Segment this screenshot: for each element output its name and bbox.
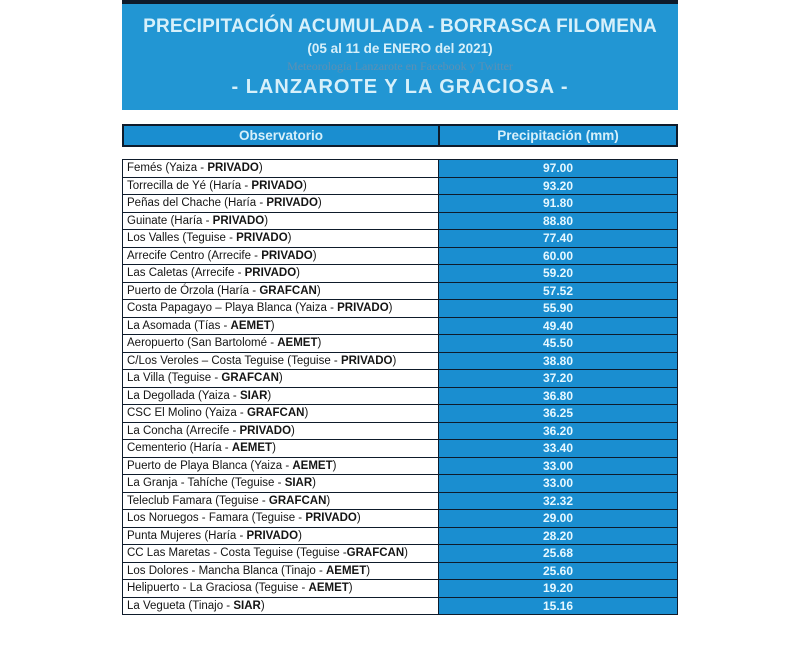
station-cell <box>123 422 439 440</box>
station-network: AEMET <box>292 459 333 472</box>
table-row <box>123 475 678 493</box>
table-row <box>123 580 678 598</box>
station-suffix: ) <box>302 179 307 192</box>
station-network: GRAFCAN <box>259 284 317 297</box>
station-cell <box>123 370 439 388</box>
station-prefix: Torrecilla de Yé (Haría - <box>127 179 252 192</box>
station-suffix: ) <box>304 407 309 420</box>
station-suffix: ) <box>326 494 331 507</box>
station-network: PRIVADO <box>212 214 265 227</box>
precipitation-value: 36.80 <box>439 387 678 405</box>
station-suffix: ) <box>317 337 322 350</box>
station-suffix: ) <box>298 529 302 542</box>
station-cell <box>123 580 439 598</box>
station-cell <box>123 405 439 423</box>
station-cell <box>123 317 439 335</box>
table-row <box>123 527 678 545</box>
table-row <box>123 370 678 388</box>
precipitation-value: 25.68 <box>439 545 678 563</box>
precipitation-value: 33.40 <box>439 440 678 458</box>
station-network: SIAR <box>284 477 313 490</box>
table-row <box>123 317 678 335</box>
station-prefix: La Vegueta (Tinajo - <box>127 599 234 612</box>
table-row <box>123 195 678 213</box>
table-row <box>123 440 678 458</box>
station-cell <box>123 527 439 545</box>
table-row <box>123 265 678 283</box>
date-range: (05 al 11 de ENERO del 2021) <box>307 41 493 56</box>
station-prefix: CSC El Molino (Yaiza - <box>127 407 247 420</box>
precipitation-value: 15.16 <box>439 597 678 615</box>
station-network: GRAFCAN <box>221 372 279 385</box>
table-row <box>123 492 678 510</box>
station-cell <box>123 352 439 370</box>
station-suffix: ) <box>348 582 353 595</box>
station-prefix: Teleclub Famara (Teguise - <box>127 494 269 507</box>
station-suffix: ) <box>316 284 321 297</box>
station-cell <box>123 457 439 475</box>
station-suffix: ) <box>312 477 317 490</box>
station-network: PRIVADO <box>236 232 288 245</box>
table-row <box>123 597 678 615</box>
station-suffix: ) <box>287 232 292 245</box>
station-cell <box>123 247 439 265</box>
table-row <box>123 562 678 580</box>
station-suffix: ) <box>258 162 263 175</box>
station-prefix: Helipuerto - La Graciosa (Teguise - <box>127 582 309 595</box>
station-suffix: ) <box>267 389 272 402</box>
precipitation-value: 28.20 <box>439 527 678 545</box>
station-network: PRIVADO <box>305 512 357 525</box>
table-row <box>123 247 678 265</box>
station-cell <box>123 300 439 318</box>
table-row <box>123 457 678 475</box>
precipitation-value: 60.00 <box>439 247 678 265</box>
station-network: SIAR <box>233 599 261 612</box>
station-network: AEMET <box>308 582 349 595</box>
station-suffix: ) <box>317 197 322 210</box>
station-suffix: ) <box>278 372 283 385</box>
title-banner <box>122 0 678 110</box>
precipitation-value: 36.20 <box>439 422 678 440</box>
precipitation-value: 59.20 <box>439 265 678 283</box>
station-network: GRAFCAN <box>346 547 405 560</box>
station-suffix: ) <box>272 442 276 455</box>
station-prefix: Guinate (Haría - <box>127 214 213 227</box>
station-suffix: ) <box>392 354 397 367</box>
precipitation-value: 45.50 <box>439 335 678 353</box>
station-prefix: La Villa (Teguise - <box>127 372 222 385</box>
table-row <box>123 335 678 353</box>
station-suffix: ) <box>291 424 295 437</box>
station-prefix: Puerto de Órzola (Haría - <box>127 284 260 297</box>
table-row <box>123 422 678 440</box>
station-cell <box>123 387 439 405</box>
station-cell <box>123 212 439 230</box>
station-cell <box>123 597 439 615</box>
station-prefix: Punta Mujeres (Haría - <box>127 529 247 542</box>
precipitation-value: 77.40 <box>439 230 678 248</box>
station-cell <box>123 282 439 300</box>
station-suffix: ) <box>356 512 361 525</box>
station-prefix: La Granja - Tahíche (Teguise - <box>127 477 285 490</box>
column-header-precipitacion: Precipitación (mm) <box>497 128 619 143</box>
station-cell <box>123 177 439 195</box>
station-cell <box>123 335 439 353</box>
station-network: PRIVADO <box>340 354 393 367</box>
station-prefix: Cementerio (Haría - <box>127 442 232 455</box>
station-network: AEMET <box>230 319 271 332</box>
station-cell <box>123 230 439 248</box>
station-suffix: ) <box>332 459 337 472</box>
station-prefix: Las Caletas (Arrecife - <box>127 267 245 280</box>
station-cell <box>123 510 439 528</box>
table-header-row <box>122 124 678 147</box>
station-suffix: ) <box>296 267 300 280</box>
precipitation-value: 88.80 <box>439 212 678 230</box>
precipitation-value: 33.00 <box>439 475 678 493</box>
station-cell <box>123 440 439 458</box>
station-prefix: Aeropuerto (San Bartolomé - <box>127 337 278 350</box>
precipitation-value: 93.20 <box>439 177 678 195</box>
precipitation-value: 91.80 <box>439 195 678 213</box>
precipitation-value: 97.00 <box>439 160 678 178</box>
precipitation-value: 49.40 <box>439 317 678 335</box>
station-network: AEMET <box>277 337 318 350</box>
station-prefix: Los Valles (Teguise - <box>127 232 237 245</box>
station-network: PRIVADO <box>246 529 299 542</box>
precipitation-value: 55.90 <box>439 300 678 318</box>
station-network: PRIVADO <box>261 249 313 262</box>
precipitation-value: 36.25 <box>439 405 678 423</box>
table-row <box>123 282 678 300</box>
station-prefix: La Degollada (Yaiza - <box>127 389 240 402</box>
station-suffix: ) <box>312 249 317 262</box>
station-cell <box>123 475 439 493</box>
station-network: AEMET <box>326 564 367 577</box>
station-network: PRIVADO <box>207 162 259 175</box>
table-row <box>123 405 678 423</box>
station-suffix: ) <box>404 547 409 560</box>
precipitation-value: 25.60 <box>439 562 678 580</box>
station-cell <box>123 562 439 580</box>
table-row <box>123 160 678 178</box>
table-row <box>123 352 678 370</box>
station-prefix: Los Dolores - Mancha Blanca (Tinajo - <box>127 564 326 577</box>
station-prefix: Peñas del Chache (Haría - <box>127 197 267 210</box>
table-row <box>123 177 678 195</box>
table-row <box>123 230 678 248</box>
station-cell <box>123 195 439 213</box>
station-cell <box>123 492 439 510</box>
source-credit: Meteorología Lanzarote en Facebook y Twitter <box>287 59 513 73</box>
precipitation-value: 32.32 <box>439 492 678 510</box>
column-header-observatorio: Observatorio <box>124 126 440 145</box>
station-cell <box>123 160 439 178</box>
precipitation-value: 38.80 <box>439 352 678 370</box>
station-network: PRIVADO <box>244 267 297 280</box>
station-suffix: ) <box>270 319 275 332</box>
station-prefix: Arrecife Centro (Arrecife - <box>127 249 262 262</box>
table-row <box>123 510 678 528</box>
station-suffix: ) <box>264 214 269 227</box>
station-network: PRIVADO <box>337 302 389 315</box>
station-network: GRAFCAN <box>268 494 327 507</box>
table-row <box>123 300 678 318</box>
station-network: PRIVADO <box>251 179 303 192</box>
station-suffix: ) <box>260 599 265 612</box>
station-prefix: C/Los Veroles – Costa Teguise (Teguise - <box>127 354 341 367</box>
precipitation-value: 33.00 <box>439 457 678 475</box>
precipitation-value: 37.20 <box>439 370 678 388</box>
table-row <box>123 545 678 563</box>
station-prefix: Femés (Yaiza - <box>127 162 208 175</box>
precipitation-value: 29.00 <box>439 510 678 528</box>
precipitation-value: 57.52 <box>439 282 678 300</box>
station-prefix: La Concha (Arrecife - <box>127 424 240 437</box>
station-network: SIAR <box>239 389 268 402</box>
station-network: PRIVADO <box>239 424 292 437</box>
station-network: PRIVADO <box>266 197 318 210</box>
table-body <box>123 160 678 615</box>
region-title: - LANZAROTE Y LA GRACIOSA - <box>231 76 569 98</box>
table-row <box>123 387 678 405</box>
station-prefix: Puerto de Playa Blanca (Yaiza - <box>127 459 293 472</box>
main-title: PRECIPITACIÓN ACUMULADA - BORRASCA FILOMENA <box>143 16 657 37</box>
station-network: AEMET <box>231 442 273 455</box>
table-row <box>123 212 678 230</box>
station-network: GRAFCAN <box>246 407 305 420</box>
precipitation-table <box>122 159 678 615</box>
precipitation-value: 19.20 <box>439 580 678 598</box>
station-cell <box>123 545 439 563</box>
station-cell <box>123 265 439 283</box>
station-prefix: Los Noruegos - Famara (Teguise - <box>127 512 306 525</box>
station-prefix: CC Las Maretas - Costa Teguise (Teguise - <box>127 547 347 560</box>
station-prefix: Costa Papagayo – Playa Blanca (Yaiza - <box>127 302 338 315</box>
station-suffix: ) <box>388 302 393 315</box>
station-prefix: La Asomada (Tías - <box>127 319 231 332</box>
station-suffix: ) <box>366 564 371 577</box>
